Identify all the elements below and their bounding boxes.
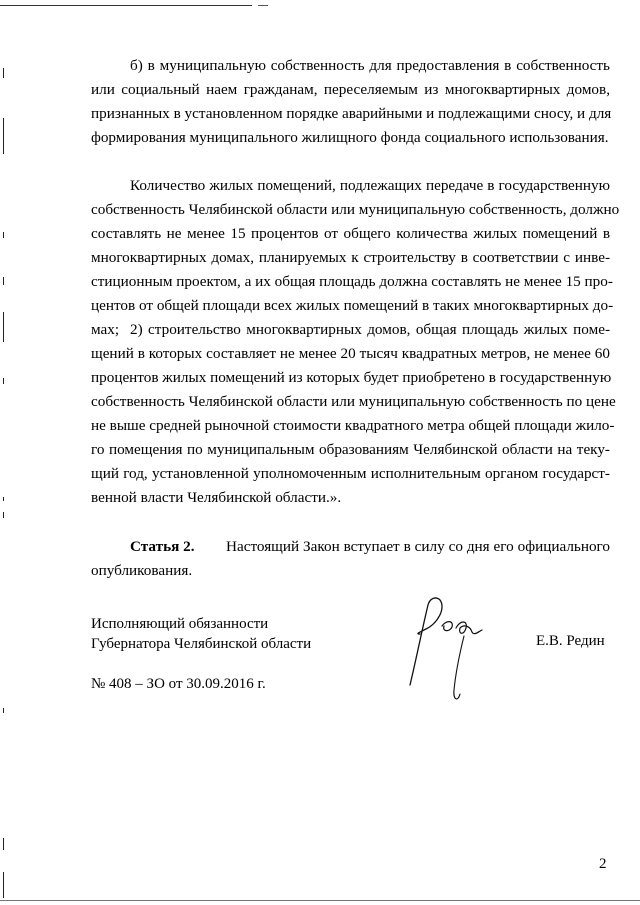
scan-margin-mark bbox=[3, 232, 4, 238]
text-line: центов от общей площади всех жилых помещений в таких многоквартирных до- bbox=[91, 297, 614, 314]
page-number: 2 bbox=[599, 856, 607, 872]
handwritten-signature bbox=[398, 590, 508, 710]
scan-artifact-top-dash bbox=[258, 5, 268, 6]
text-line: собственность Челябинской области или муниципальную собственность по цене bbox=[91, 393, 616, 410]
text-line: стиционным проектом, а их общая площадь должна составлять не менее 15 про- bbox=[91, 273, 613, 290]
signer-name: Е.В. Редин bbox=[536, 633, 605, 649]
text-line: венной власти Челябинской области.». bbox=[91, 489, 342, 506]
signer-title bbox=[91, 614, 311, 654]
text-line: многоквартирных домах, планируемых к строительству в соответствии с инве- bbox=[91, 249, 610, 266]
scan-margin-mark bbox=[3, 708, 4, 713]
scan-margin-mark bbox=[3, 378, 4, 384]
article-2 bbox=[91, 535, 610, 583]
article-2-text: Настоящий Закон вступает в силу со дня его официального bbox=[226, 538, 610, 555]
text-line: Количество жилых помещений, подлежащих передаче в государственную bbox=[130, 177, 610, 194]
text-line: собственность Челябинской области или муниципальную собственность, должно bbox=[91, 201, 620, 218]
scan-margin-mark bbox=[3, 838, 4, 850]
text-line: щений в которых составляет не менее 20 тысяч квадратных метров, не менее 60 bbox=[91, 345, 610, 362]
text-line: составлять не менее 15 процентов от общего количества жилых помещений в bbox=[91, 225, 610, 242]
paragraph-construction-clause bbox=[91, 318, 616, 510]
scan-margin-mark bbox=[3, 872, 4, 898]
text-line: признанных в установленном порядке аварийными и подлежащими сносу, и для bbox=[91, 105, 612, 122]
text-line: формирования муниципального жилищного фонда социального использования. bbox=[91, 129, 609, 146]
scan-margin-mark bbox=[3, 68, 4, 78]
scan-margin-mark bbox=[3, 497, 4, 501]
text-line: или социальный наем гражданам, переселяемым из многоквартирных домов, bbox=[91, 81, 610, 98]
paragraph-municipal-ownership bbox=[91, 54, 610, 150]
text-line: щий год, установленной уполномоченным исполнительным органом государст- bbox=[91, 465, 610, 482]
article-2-first-row bbox=[91, 535, 610, 559]
signer-title-line: Исполняющий обязанности bbox=[91, 616, 269, 632]
text-line: б) в муниципальную собственность для предоставления в собственность bbox=[130, 57, 610, 74]
signer-title-line: Губернатора Челябинской области bbox=[91, 636, 312, 652]
scan-artifact-top-line bbox=[0, 5, 252, 6]
scan-margin-mark bbox=[3, 312, 4, 342]
scan-margin-mark bbox=[3, 277, 4, 285]
article-2-text-continued: опубликования. bbox=[91, 562, 193, 579]
text-line: 2) строительство многоквартирных домов, общая площадь жилых поме- bbox=[130, 321, 610, 338]
law-number-date: № 408 – ЗО от 30.09.2016 г. bbox=[91, 676, 266, 692]
article-2-label: Статья 2. bbox=[130, 538, 195, 555]
text-line: го помещения по муниципальным образованиям Челябинской области на теку- bbox=[91, 441, 610, 458]
paragraph-housing-share bbox=[91, 174, 620, 342]
scan-margin-mark bbox=[3, 118, 4, 154]
text-line: не выше средней рыночной стоимости квадратного метра общей площади жило- bbox=[91, 417, 615, 434]
scan-margin-mark bbox=[3, 512, 4, 518]
text-line: мах; bbox=[91, 321, 120, 338]
text-line: процентов жилых помещений из которых будет приобретено в государственную bbox=[91, 369, 612, 386]
scan-artifact-bottom-line bbox=[0, 900, 640, 901]
